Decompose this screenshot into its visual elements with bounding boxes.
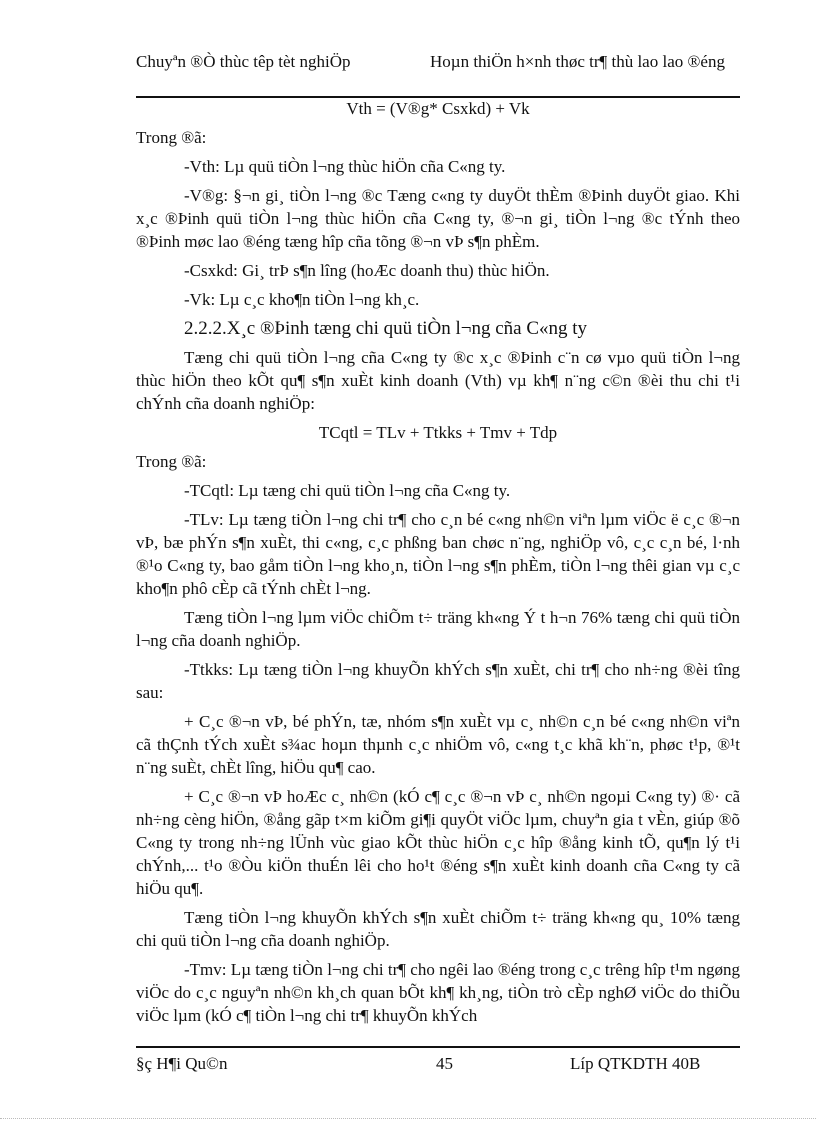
footer-class: Líp QTKDTH 40B (570, 1054, 701, 1073)
paragraph: Tæng chi quü tiÒn l¬ng cña C«ng ty ®c x¸c ®Þinh c¨n cø vµo quü tiÒn l¬ng thùc hiÖn theo kÕt qu¶ s¶n xuÈt kinh doanh (Vth) vµ kh¶ n¨ng c©n ®èi thu chi t¹i chÝnh cña doanh nghiÖp: (136, 348, 740, 413)
bullet-paragraph: + C¸c ®¬n vÞ hoÆc c¸ nh©n (kÓ c¶ c¸c ®¬n vÞ c¸ nh©n ngoµi C«ng ty) ®· cã nh÷ng cèng hiÖn, ®ång gãp t×m kiÕm gi¶i quyÖt viÖc lµm, chuyªn gia t vÈn, giúp ®õ C«ng ty trong nh÷ng lÜnh vùc giao kÕt thùc hiÖn c¸c hîp ®ång kinh tÕ, qu¶n lý t¹i chÝnh,... t¹o ®Òu kiÖn thuÉn lêi cho ho¹t ®éng s¶n xuÈt kinh doanh cña C«ng ty cã hiÖu qu¶. (136, 787, 740, 898)
paragraph: -Ttkks: Lµ tæng tiÒn l¬ng khuyÕn khÝch s¶n xuÈt, chi tr¶ cho nh÷ng ®èi tîng sau: (136, 660, 740, 702)
paragraph: -TLv: Lµ tæng tiÒn l¬ng chi tr¶ cho c¸n bé c«ng nh©n viªn lµm viÖc ë c¸c ®¬n vÞ, bæ phÝn s¶n xuÈt, thi c«ng, c¸c phßng ban chøc n¨ng, nghiÖp vô, c¸c c¸n bé, l·nh ®¹o C«ng ty, bao gåm tiÒn l¬ng kho¸n, tiÒn l¬ng s¶n phÈm, tiÒn l¬ng thêi gian vµ c¸c kho¶n phô cÈp cã tÝnh chÈt l¬ng. (136, 510, 740, 598)
paragraph: -V®g: §¬n gi¸ tiÒn l¬ng ®c Tæng c«ng ty duyÖt thÈm ®Þinh duyÖt giao. Khi x¸c ®Þinh quü tiÒn l¬ng thùc hiÖn cña C«ng ty, ®¬n gi¸ tiÒn l¬ng ®c tÝnh theo ®Þinh møc lao ®éng tæng hîp cña tõng ®¬n vÞ s¶n phÈm. (136, 186, 740, 251)
formula-tcqtl: TCqtl = TLv + Ttkks + Tmv + Tdp (318, 423, 558, 442)
section-heading: 2.2.2.X¸c ®Þinh tæng chi quü tiÒn l¬ng cña C«ng ty (184, 318, 588, 339)
paragraph: -Vth: Lµ quü tiÒn l¬ng thùc hiÖn cña C«ng ty. (184, 157, 506, 176)
footer-author: §ç H¶i Qu©n (136, 1054, 228, 1073)
header-left-title: Chuyªn ®Ò thùc têp tèt nghiÖp (136, 52, 351, 71)
page-number: 45 (436, 1054, 453, 1073)
footer-divider (136, 1046, 740, 1048)
paragraph: -Csxkd: Gi¸ trÞ s¶n lîng (hoÆc doanh thu) thùc hiÖn. (184, 261, 550, 280)
formula-vth: Vth = (V®g* Csxkd) + Vk (346, 99, 530, 118)
paragraph: Trong ®ã: (136, 452, 207, 471)
paragraph: Tæng tiÒn l¬ng lµm viÖc chiÕm t÷ träng kh«ng Ý t h¬n 76% tæng chi quü tiÒn l¬ng cña doanh nghiÖp. (136, 608, 740, 650)
paragraph: -Vk: Lµ c¸c kho¶n tiÒn l¬ng kh¸c. (184, 290, 420, 309)
document-body (136, 97, 740, 1033)
header-right-title: Hoµn thiÖn h×nh thøc tr¶ thù lao lao ®éng (430, 52, 725, 71)
paragraph: -Tmv: Lµ tæng tiÒn l¬ng chi tr¶ cho ngêi lao ®éng trong c¸c trêng hîp t¹m ngøng viÖc do c¸c nguyªn nh©n kh¸ch quan bÕt kh¶ kh¸ng, tiÒn trò cÈp nghØ viÖc do thiÕu viÖc lµm (kÓ c¶ tiÒn l¬ng chi tr¶ khuyÕn khÝch (136, 960, 740, 1025)
page-bottom-border (0, 1118, 816, 1120)
bullet-paragraph: + C¸c ®¬n vÞ, bé phÝn, tæ, nhóm s¶n xuÈt vµ c¸ nh©n c¸n bé c«ng nh©n viªn cã thÇnh tÝch xuÈt s¾ac hoµn thµnh c¸c nhiÖm vô, c«ng t¸c khã kh¨n, phøc t¹p, ®¹t n¨ng suÈt, chÈt lîng, hiÖu qu¶ cao. (136, 712, 740, 777)
paragraph: Tæng tiÒn l¬ng khuyÕn khÝch s¶n xuÈt chiÕm t÷ träng kh«ng qu¸ 10% tæng chi quü tiÒn l¬ng cña doanh nghiÖp. (136, 908, 740, 950)
paragraph: Trong ®ã: (136, 128, 207, 147)
paragraph: -TCqtl: Lµ tæng chi quü tiÒn l¬ng cña C«ng ty. (184, 481, 511, 500)
